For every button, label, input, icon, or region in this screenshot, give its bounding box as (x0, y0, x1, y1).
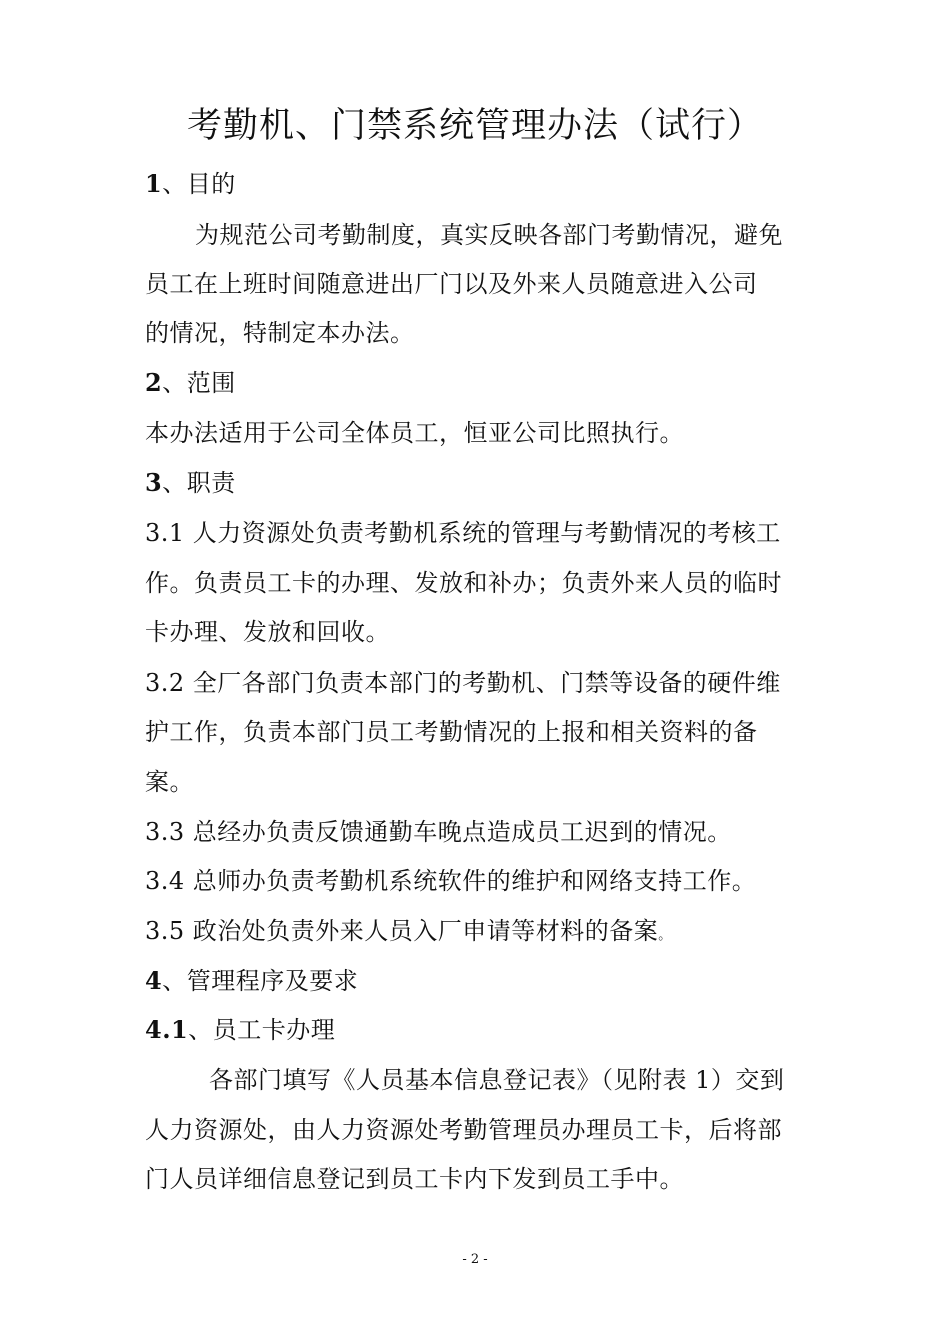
paragraph-line: 护工作，负责本部门员工考勤情况的上报和相关资料的备 (145, 718, 758, 746)
paragraph-line: 本办法适用于公司全体员工，恒亚公司比照执行。 (145, 419, 684, 447)
paragraph-line: 的情况，特制定本办法。 (145, 319, 415, 347)
paragraph-line: 3.5 政治处负责外来人员入厂申请等材料的备案。 (145, 917, 672, 945)
paragraph-line: 为规范公司考勤制度，真实反映各部门考勤情况，避免 (195, 221, 783, 249)
paragraph-line: 3.4 总师办负责考勤机系统软件的维护和网络支持工作。 (145, 867, 757, 895)
section-heading-scope: 2、范围 (145, 368, 236, 397)
subsection-heading-employee-card: 4.1、员工卡办理 (145, 1015, 336, 1044)
paragraph-line: 门人员详细信息登记到员工卡内下发到员工手中。 (145, 1165, 684, 1193)
section-heading-duties: 3、职责 (145, 468, 236, 497)
section-heading-purpose: 1、目的 (145, 169, 236, 198)
paragraph-line: 各部门填写《人员基本信息登记表》（见附表 1）交到 (209, 1066, 785, 1094)
paragraph-line: 案。 (145, 768, 194, 796)
paragraph-line: 3.2 全厂各部门负责本部门的考勤机、门禁等设备的硬件维 (145, 669, 781, 697)
page-number: - 2 - (462, 1252, 488, 1267)
paragraph-line: 3.3 总经办负责反馈通勤车晚点造成员工迟到的情况。 (145, 818, 732, 846)
document-title: 考勤机、门禁系统管理办法（试行） (186, 106, 763, 146)
paragraph-line: 作。负责员工卡的办理、发放和补办；负责外来人员的临时 (145, 569, 782, 597)
paragraph-line: 员工在上班时间随意进出厂门以及外来人员随意进入公司 (145, 270, 758, 298)
paragraph-line: 卡办理、发放和回收。 (145, 618, 390, 646)
section-heading-procedures: 4、管理程序及要求 (145, 966, 359, 995)
paragraph-line: 人力资源处，由人力资源处考勤管理员办理员工卡，后将部 (145, 1116, 782, 1144)
paragraph-line: 3.1 人力资源处负责考勤机系统的管理与考勤情况的考核工 (145, 519, 781, 547)
